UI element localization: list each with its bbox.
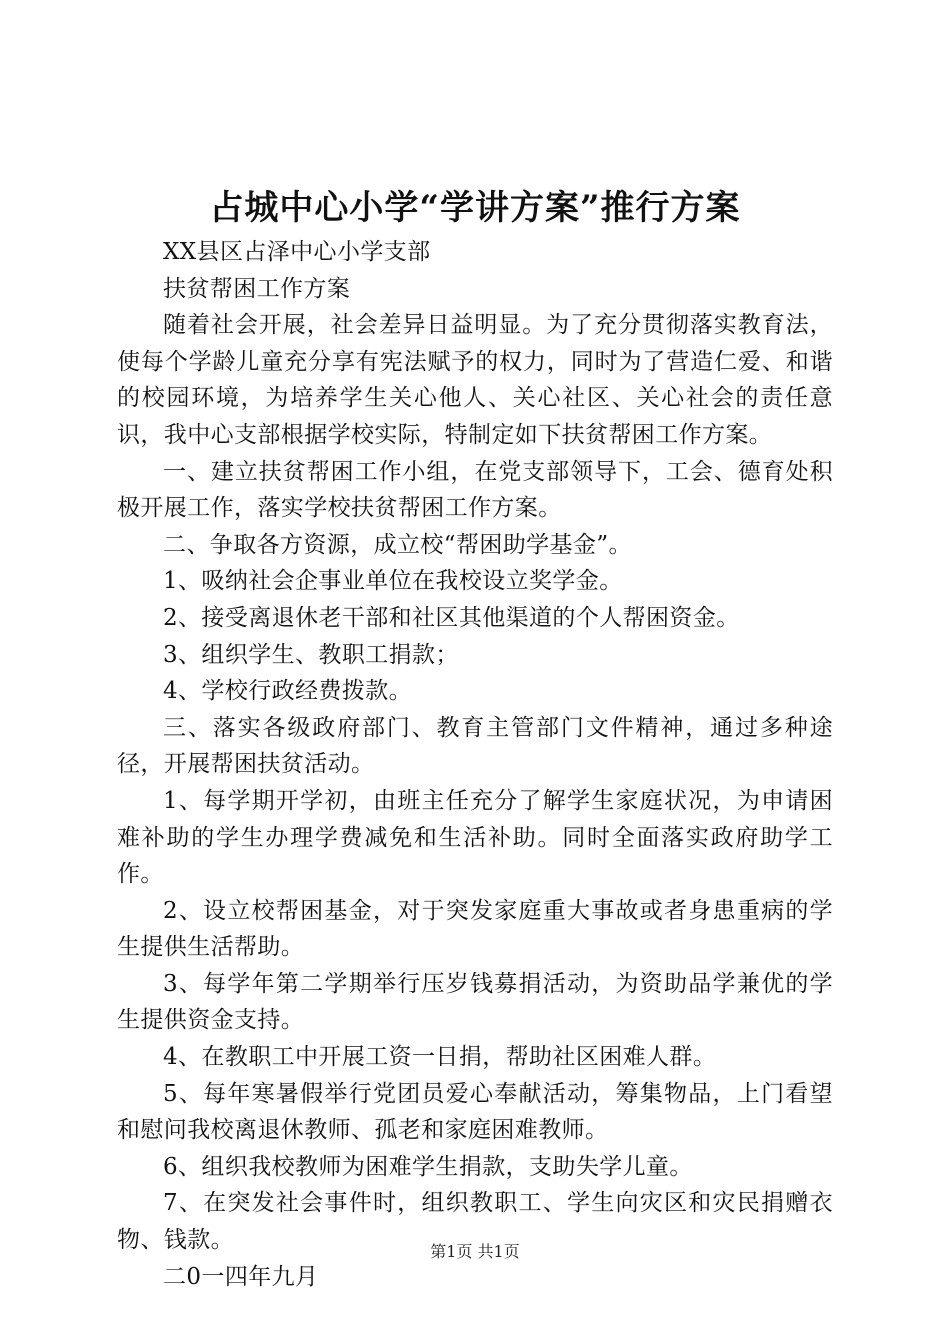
paragraph-item: 3、每学年第二学期举行压岁钱募捐活动，为资助品学兼优的学生提供资金支持。 <box>117 970 833 1034</box>
paragraph-section-2: 二、争取各方资源，成立校“帮困助学基金”。 <box>163 531 632 558</box>
paragraph-date: 二0一四年九月 <box>163 1263 319 1290</box>
paragraph-item: 4、学校行政经费拨款。 <box>163 678 413 705</box>
paragraph-item: 2、设立校帮困基金，对于突发家庭重大事故或者身患重病的学生提供生活帮助。 <box>117 897 833 961</box>
paragraph-item: 1、吸纳社会企事业单位在我校设立奖学金。 <box>163 568 623 595</box>
paragraph-item: 4、在教职工中开展工资一日捐，帮助社区困难人群。 <box>163 1044 717 1071</box>
paragraph-item: 7、在突发社会事件时，组织教职工、学生向灾区和灾民捐赠衣物、钱款。 <box>117 1190 833 1254</box>
paragraph-section-3: 三、落实各级政府部门、教育主管部门文件精神，通过多种途径，开展帮困扶贫活动。 <box>117 714 833 778</box>
paragraph-org: XX县区占泽中心小学支部 <box>163 239 431 265</box>
paragraph-subtitle: 扶贫帮困工作方案 <box>163 275 351 302</box>
paragraph-section-1: 一、建立扶贫帮困工作小组，在党支部领导下，工会、德育处积极开展工作，落实学校扶贫帮困工作方案。 <box>117 458 833 522</box>
paragraph-item: 6、组织我校教师为困难学生捐款，支助失学儿童。 <box>163 1153 693 1180</box>
paragraph-item: 5、每年寒暑假举行党团员爱心奉献活动，筹集物品，上门看望和慰问我校离退休教师、孤老和家庭困难教师。 <box>117 1080 833 1144</box>
paragraph-intro: 随着社会开展，社会差异日益明显。为了充分贯彻落实教育法，使每个学龄儿童充分享有宪法赋予的权力，同时为了营造仁爱、和谐的校园环境，为培养学生关心他人、关心社区、关心社会的责任意识，我中心支部根据学校实际，特制定如下扶贫帮困工作方案。 <box>117 312 833 448</box>
page-footer: 第1页 共1页 <box>430 1242 520 1261</box>
document-body <box>117 234 833 1295</box>
paragraph-item: 3、组织学生、教职工捐款； <box>163 641 459 668</box>
paragraph-item: 2、接受离退休老干部和社区其他渠道的个人帮困资金。 <box>163 604 740 631</box>
paragraph-item: 1、每学期开学初，由班主任充分了解学生家庭状况，为申请困难补助的学生办理学费减免和生活补助。同时全面落实政府助学工作。 <box>117 787 833 888</box>
document-title: 占城中心小学“学讲方案”推行方案 <box>209 188 741 228</box>
